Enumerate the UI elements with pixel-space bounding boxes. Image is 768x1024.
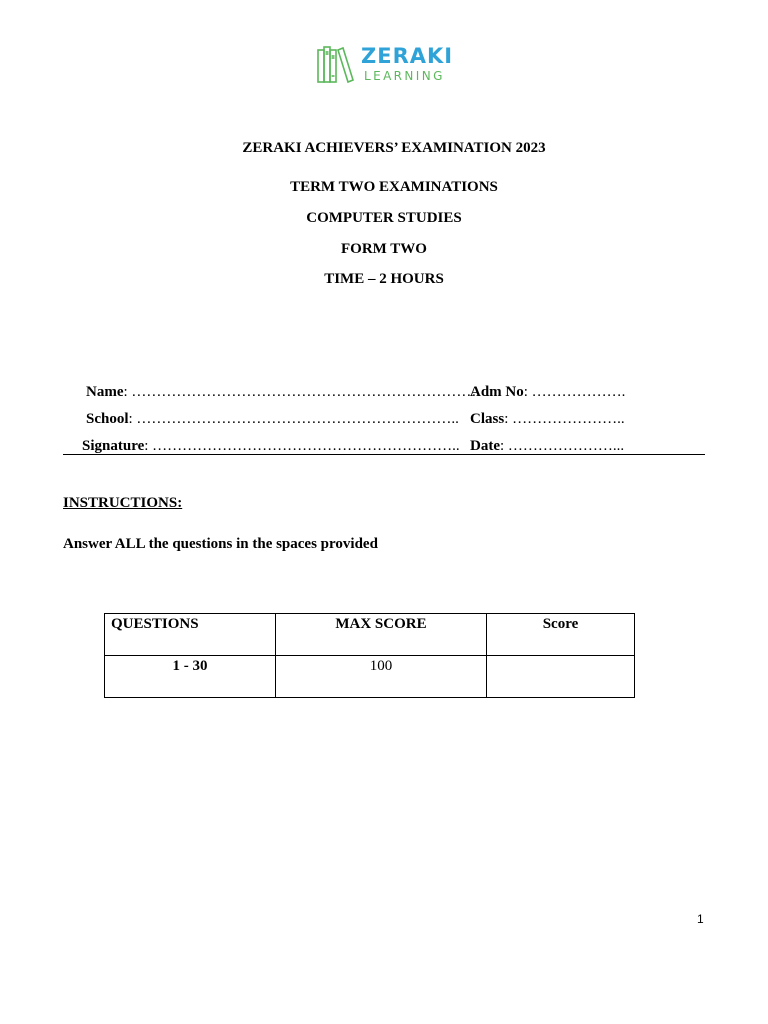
divider-line <box>63 454 705 455</box>
date-dots: : …………………... <box>500 438 625 454</box>
exam-title: ZERAKI ACHIEVERS’ EXAMINATION 2023 <box>242 140 546 156</box>
school-dots: : ……………………………………………………….. <box>128 411 459 427</box>
page-number: 1 <box>697 912 704 926</box>
header-max-score: MAX SCORE <box>276 614 487 656</box>
school-field <box>86 410 459 428</box>
logo-wordmark: ZERAKI <box>361 44 454 68</box>
name-field <box>86 383 480 401</box>
signature-label: Signature <box>82 438 145 454</box>
cell-max-score: 100 <box>276 656 487 698</box>
logo-subtitle: LEARNING <box>364 69 445 83</box>
class-field <box>470 410 625 428</box>
header-score: Score <box>487 614 635 656</box>
school-label: School <box>86 411 129 427</box>
table-header-row <box>105 614 635 656</box>
class-dots: : ………………….. <box>504 411 625 427</box>
cell-questions: 1 - 30 <box>105 656 276 698</box>
signature-dots: : …………………………………………………….. <box>144 438 460 454</box>
table-row <box>105 656 635 698</box>
adm-label: Adm No <box>470 384 524 400</box>
adm-field <box>470 383 625 401</box>
name-label: Name <box>86 384 124 400</box>
signature-field <box>82 437 460 455</box>
zeraki-logo <box>316 44 456 86</box>
term-title: TERM TWO EXAMINATIONS <box>290 179 498 195</box>
header-questions: QUESTIONS <box>105 614 276 656</box>
date-label: Date <box>470 438 500 454</box>
date-field <box>470 437 624 455</box>
cell-score[interactable] <box>487 656 635 698</box>
class-label: Class <box>470 411 505 427</box>
adm-dots: : ………………. <box>523 384 626 400</box>
instructions-title: INSTRUCTIONS: <box>63 495 183 511</box>
score-table <box>104 613 635 698</box>
instructions-text: Answer ALL the questions in the spaces provided <box>63 536 378 552</box>
form-title: FORM TWO <box>341 241 427 257</box>
subject-title: COMPUTER STUDIES <box>306 210 462 226</box>
books-icon <box>316 44 358 84</box>
name-dots: : ……………………………………………………………. <box>123 384 481 400</box>
time-title: TIME – 2 HOURS <box>324 271 444 287</box>
